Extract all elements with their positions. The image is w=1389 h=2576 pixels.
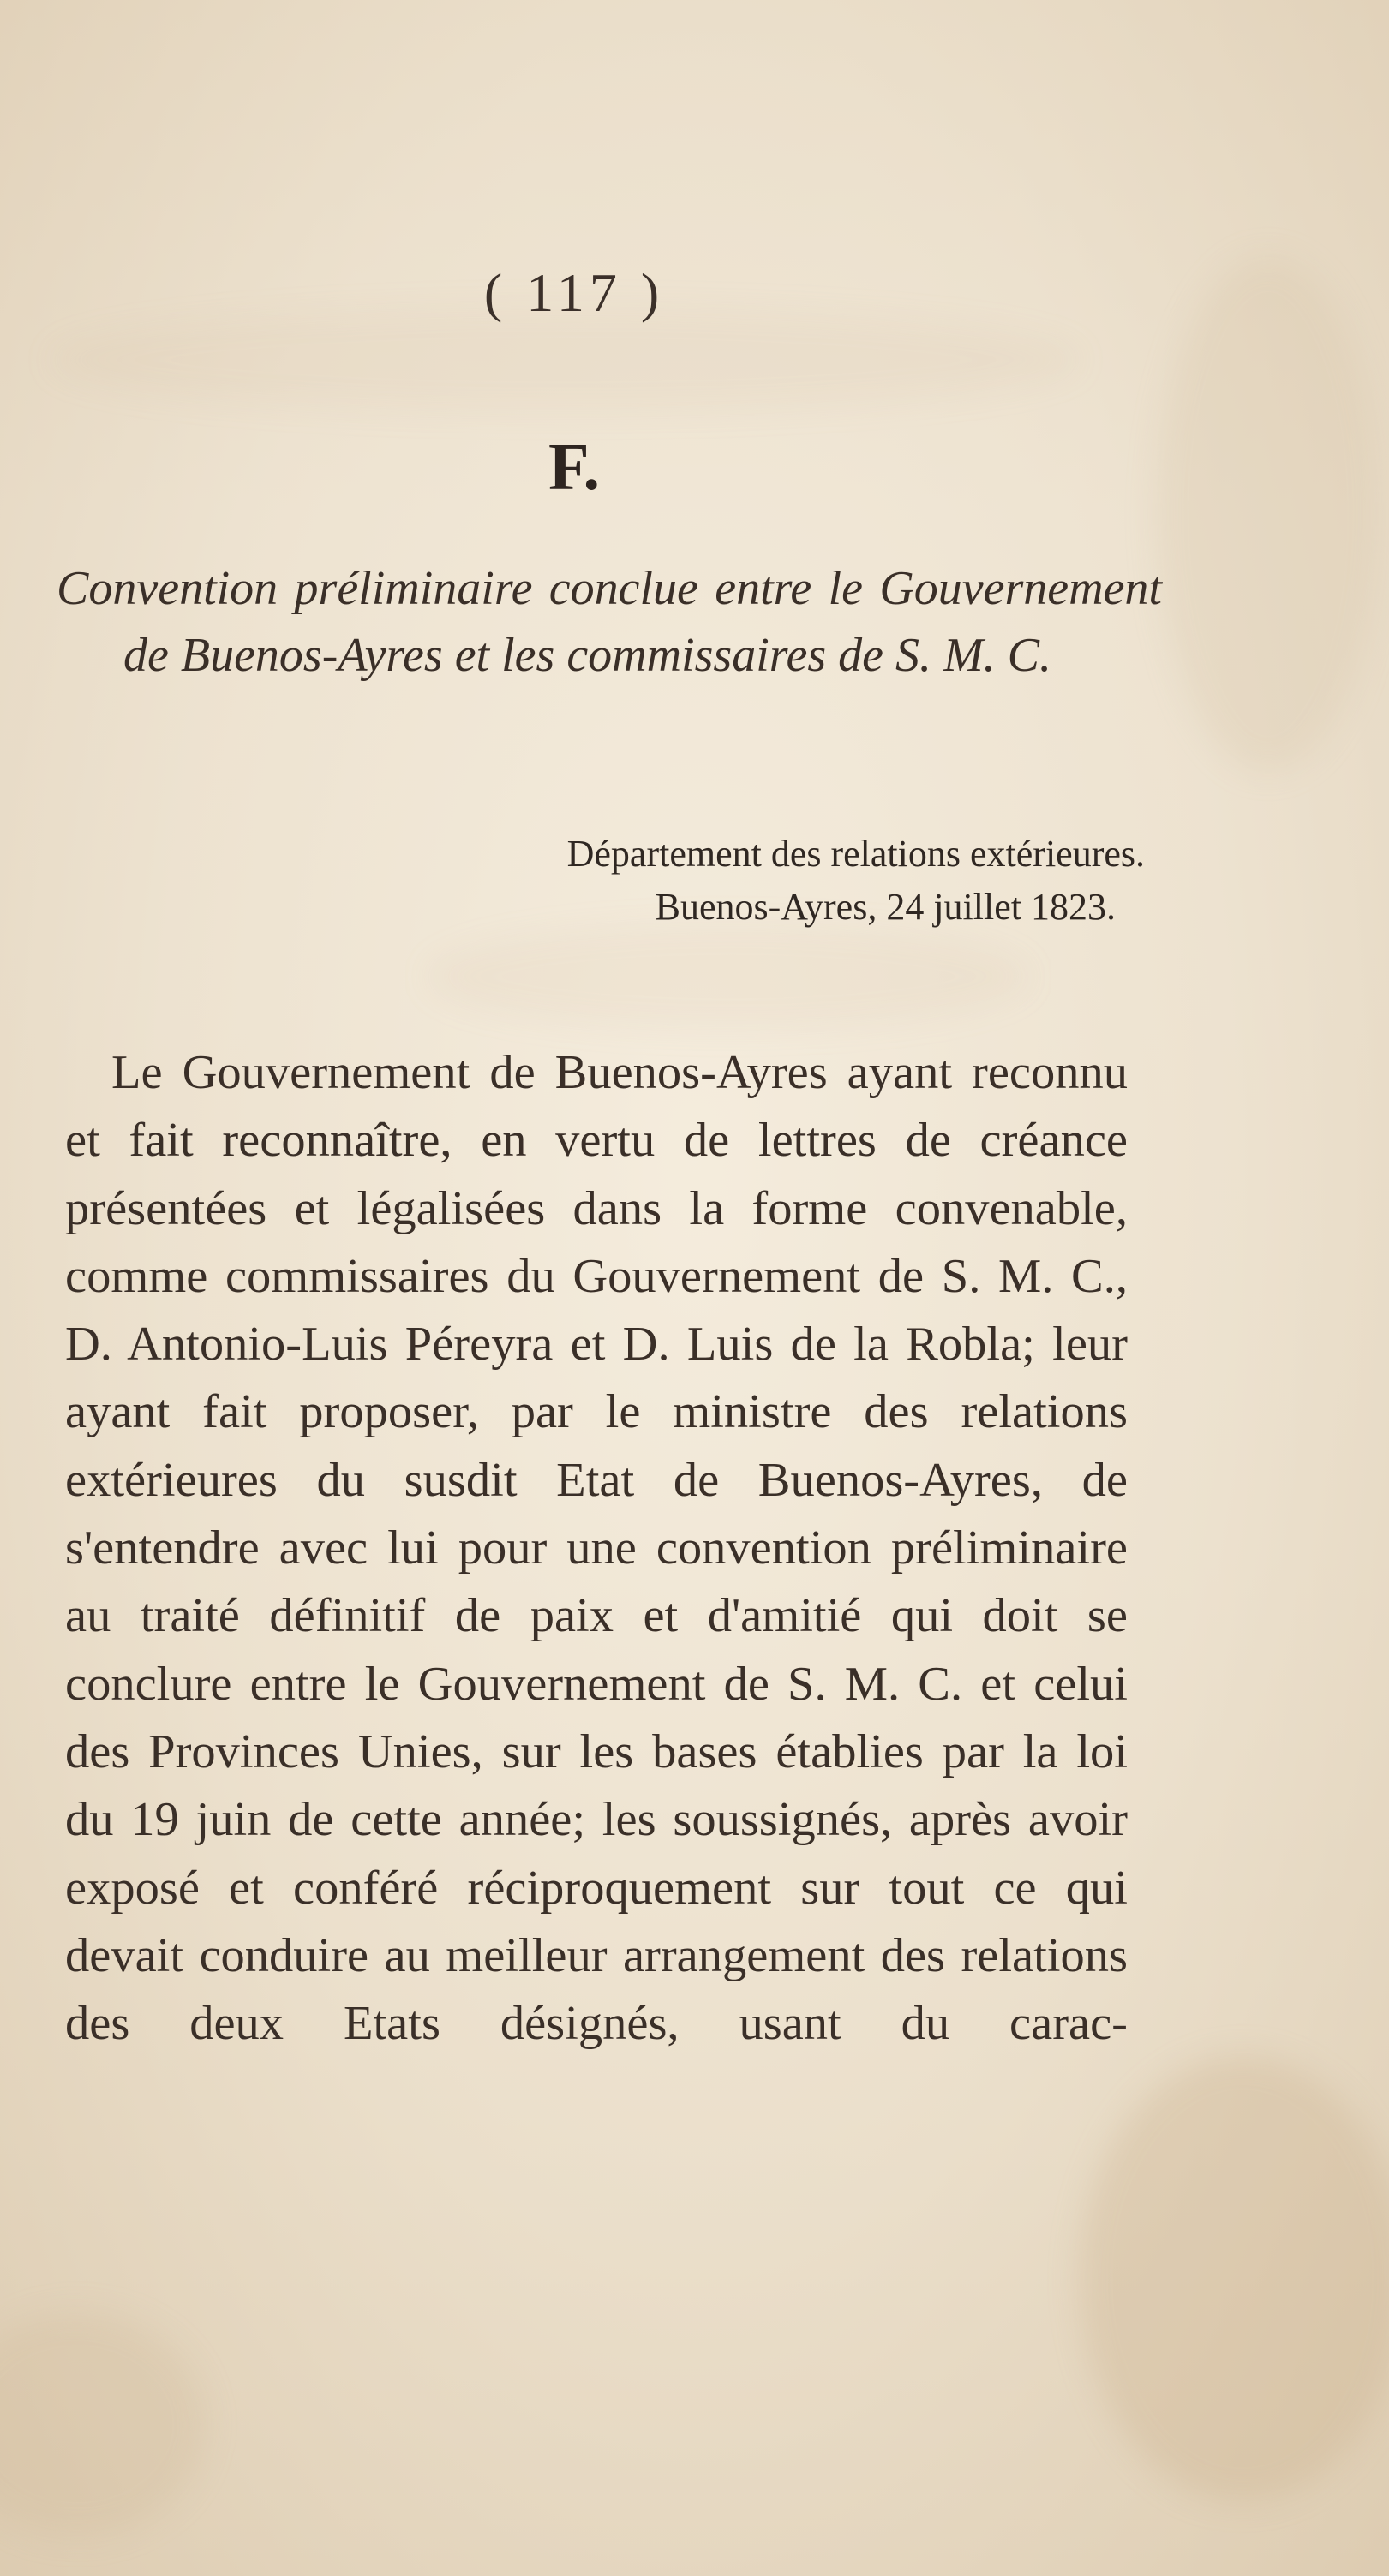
page-number: ( 117 ): [483, 262, 665, 323]
paper-stain: [1157, 257, 1380, 771]
dateline-department: Département des relations extérieures.: [566, 833, 1145, 875]
body-paragraph: Le Gouvernement de Buenos-Ayres ayant reconnu et fait reconnaître, en vertu de lettres de créance présentées et légalisées dans la forme convenable, comme commissaires du Gouvernement de S. M. C., D. Antonio-Luis Péreyra et D. Luis de la Robla; leur ayant fait proposer, par le ministre des relations extérieures du susdit Etat de Buenos-Ayres, de s'entendre avec lui pour une convention préliminaire au traité définitif de paix et d'amitié qui doit se conclure entre le Gouvernement de S. M. C. et celui des Provinces Unies, sur les bases établies par la loi du 19 juin de cette année; les soussignés, après avoir exposé et conféré réciproquement sur tout ce qui devait conduire au meilleur arrangement des relations des deux Etats désignés, usant du carac-: [65, 1046, 1128, 2051]
dateline-place-date: Buenos-Ayres, 24 juillet 1823.: [655, 886, 1116, 928]
paper-stain: [1080, 2056, 1389, 2501]
document-title: Convention préliminaire conclue entre le Gouvernement de Buenos-Ayres et les commissaires de S. M. C.: [57, 562, 1162, 682]
dateline: [567, 828, 1145, 934]
paper-stain: [0, 2313, 206, 2536]
section-heading: F.: [548, 429, 600, 504]
paper-stain: [428, 925, 1028, 1028]
